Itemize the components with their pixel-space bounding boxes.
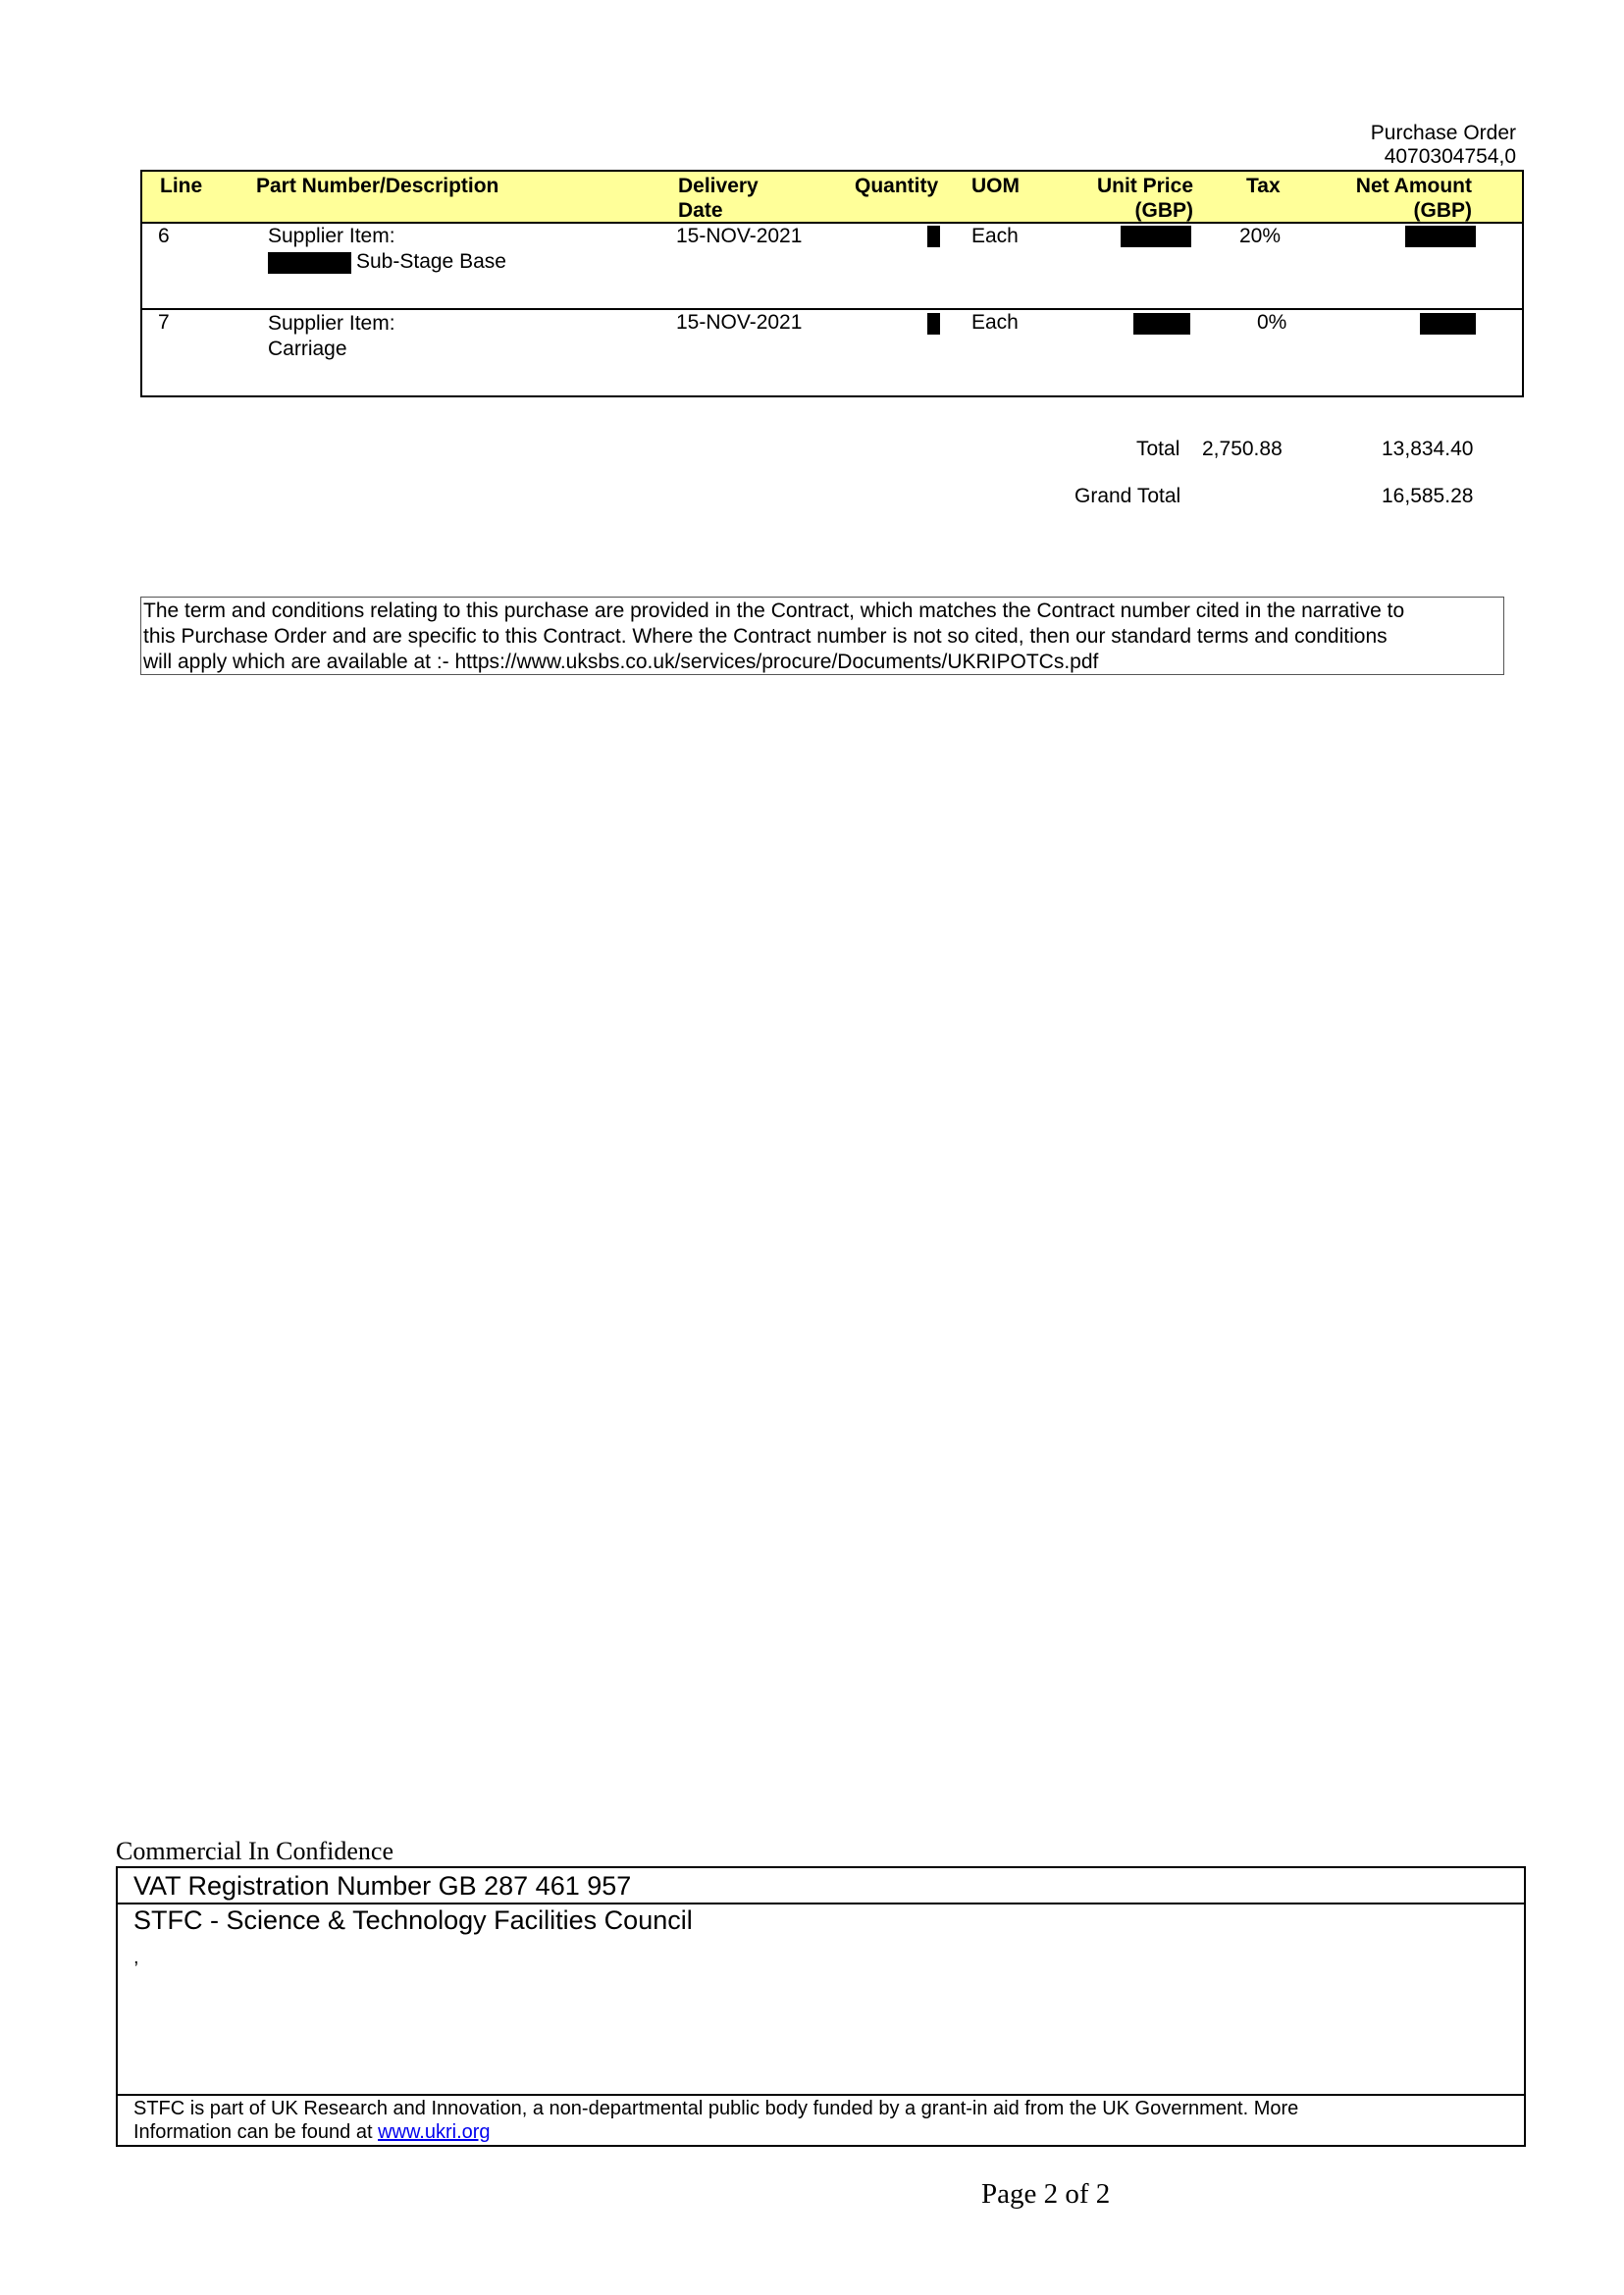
col-net-amount-line1: Net Amount [1355, 175, 1472, 197]
funding-notice [133, 2097, 1507, 2144]
table-row [142, 224, 1522, 310]
table-row [142, 310, 1522, 395]
redaction-quantity [927, 313, 940, 335]
ukri-link[interactable]: www.ukri.org [378, 2121, 491, 2143]
total-tax: 2,750.88 [1202, 438, 1283, 460]
row-desc-label: Supplier Item: [268, 225, 395, 247]
redaction-part-number [268, 252, 351, 274]
grand-total-value: 16,585.28 [1382, 485, 1474, 507]
redaction-quantity [927, 226, 940, 247]
row-uom: Each [971, 225, 1019, 247]
total-label: Total [1136, 438, 1180, 460]
col-net-amount-line2: (GBP) [1413, 199, 1472, 222]
funding-notice-line-1: STFC is part of UK Research and Innovation, a non-departmental public body funded by a grant-in aid from the UK Government. More [133, 2098, 1299, 2119]
vat-registration: VAT Registration Number GB 287 461 957 [133, 1871, 632, 1901]
col-uom: UOM [971, 175, 1020, 197]
row-line-number: 6 [158, 225, 170, 247]
row-line-number: 7 [158, 311, 170, 334]
address-placeholder: , [133, 1947, 139, 1968]
col-quantity: Quantity [855, 175, 939, 197]
row-delivery-date: 15-NOV-2021 [676, 311, 803, 334]
col-delivery [678, 174, 759, 223]
footer-divider [118, 2094, 1524, 2096]
po-header [1222, 122, 1516, 169]
terms-line-1: The term and conditions relating to this purchase are provided in the Contract, which matches the Contract number cited in the narrative to [143, 600, 1405, 622]
row-tax: 20% [1239, 225, 1282, 247]
col-unit-price [1084, 174, 1193, 223]
terms-line-2: this Purchase Order and are specific to this Contract. Where the Contract number is not so cited, then our standard terms and conditions [143, 625, 1388, 648]
row-desc-item: Carriage [268, 338, 347, 360]
grand-total-label: Grand Total [1074, 485, 1181, 507]
terms-line-3: will apply which are available at :- https://www.uksbs.co.uk/services/procure/Documents/UKRIPOTCs.pdf [143, 651, 1099, 673]
col-net-amount [1349, 174, 1472, 223]
footer-box [116, 1866, 1526, 2147]
organization-name: STFC - Science & Technology Facilities Council [133, 1905, 693, 1935]
row-delivery-date: 15-NOV-2021 [676, 225, 803, 247]
col-delivery-line1: Delivery [678, 175, 759, 197]
row-uom: Each [971, 311, 1019, 334]
row-desc-item: Sub-Stage Base [356, 250, 506, 273]
confidentiality-label: Commercial In Confidence [116, 1837, 394, 1865]
col-part-description: Part Number/Description [256, 175, 499, 197]
total-net: 13,834.40 [1382, 438, 1474, 460]
line-items-table [140, 170, 1524, 397]
redaction-unit-price [1121, 226, 1191, 247]
row-tax: 0% [1257, 311, 1287, 334]
redaction-net-amount [1420, 313, 1476, 335]
row-desc-label: Supplier Item: [268, 312, 395, 335]
funding-notice-text: Information can be found at [133, 2121, 373, 2143]
redaction-net-amount [1405, 226, 1476, 247]
po-number: 4070304754,0 [1384, 145, 1516, 168]
funding-notice-line-2 [133, 2120, 1507, 2144]
col-unit-price-line2: (GBP) [1134, 199, 1193, 222]
terms-box [140, 597, 1504, 675]
page-number: Page 2 of 2 [981, 2178, 1111, 2210]
col-unit-price-line1: Unit Price [1096, 175, 1193, 197]
table-header [142, 172, 1522, 224]
po-doc-type: Purchase Order [1370, 122, 1516, 144]
col-tax: Tax [1246, 175, 1281, 197]
col-delivery-line2: Date [678, 199, 723, 222]
redaction-unit-price [1133, 313, 1190, 335]
col-line: Line [160, 175, 203, 197]
